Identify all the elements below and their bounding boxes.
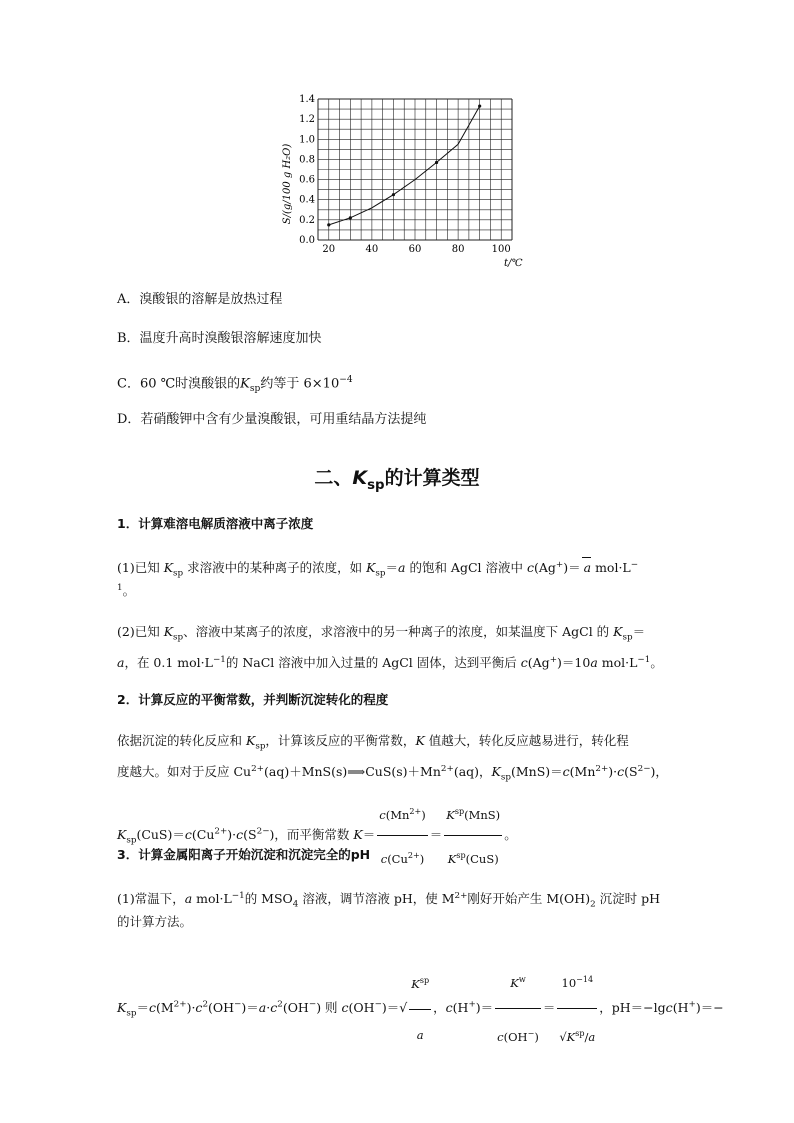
y-tick-label: 1.0	[299, 134, 315, 146]
option-c: C．60 ℃时溴酸银的$K_{sp}$约等于 $6\times 10^{-4}$	[117, 375, 353, 394]
y-tick-labels	[299, 94, 315, 246]
paragraph-3a: 依据沉淀的转化反应和 $K_{sp}$，计算该反应的平衡常数，K 值越大，转化反应越易进行，转化程	[117, 733, 629, 752]
subheading-2: 2．计算反应的平衡常数，并判断沉淀转化的程度	[117, 692, 389, 707]
y-tick-label: 0.6	[299, 174, 315, 186]
x-tick-label: 20	[322, 244, 336, 255]
solubility-chart	[278, 92, 523, 270]
option-b: B．温度升高时溴酸银溶解速度加快	[117, 331, 322, 346]
paragraph-3b: 度越大。如对于反应 $Cu^{2+}(aq)+MnS(s)⟹CuS(s)+Mn^{2+}(aq)$，$K_{sp}(MnS)=c(Mn^{2+})\cdot c(S^{2-})$，	[117, 764, 668, 783]
x-tick-label: 60	[408, 244, 422, 255]
data-point	[392, 193, 395, 196]
y-tick-label: 0.4	[299, 194, 315, 206]
option-a: A．溴酸银的溶解是放热过程	[117, 292, 283, 307]
data-point	[349, 216, 352, 219]
y-tick-label: 1.4	[299, 94, 315, 105]
x-axis-label: t/℃	[504, 258, 523, 269]
x-tick-label: 100	[491, 244, 511, 255]
y-tick-label: 0.0	[299, 235, 315, 246]
subheading-1: 1．计算难溶电解质溶液中离子浓度	[117, 516, 314, 531]
paragraph-1a: (1)已知 $K_{sp}$ 求溶液中的某种离子的浓度，如 $K_{sp}=a$ 的饱和 AgCl 溶液中 c(Ag+)＝ a mol·L−	[117, 555, 638, 584]
paragraph-4a: (1)常温下，a $mol\cdot L^{-1}$的 $MSO_4$ 溶液，调节溶液 pH，使 $M^{2+}$刚好开始产生 $M(OH)_2$ 沉淀时 pH	[117, 891, 661, 910]
y-tick-label: 0.8	[299, 154, 315, 166]
paragraph-4b: 的计算方法。	[117, 914, 193, 929]
paragraph-2a: (2)已知 $K_{sp}$、溶液中某离子的浓度，求溶液中的另一种离子的浓度，如某温度下 AgCl 的 $K_{sp}=$	[117, 624, 646, 643]
data-point	[435, 161, 438, 164]
paragraph-1b: $^1$。	[117, 583, 136, 599]
section-heading: 二、$K_{sp}$的计算类型	[314, 467, 480, 493]
data-point	[478, 104, 481, 107]
paragraph-4c: $K_{sp}=c(M^{2+})\cdot c^2(OH^-)=a\cdot c^2(OH^-)$ 则 c(OH−)＝√ $\frac{K^{sp}}{a}$ ，c(H+)＝ $\frac{K^w}{c(OH^-)}$ ＝ $\frac{10^{-14}}{√K^{sp}/a}$ ，pH＝−lgc(H+)＝−	[117, 955, 724, 1062]
paragraph-3c: $K_{sp}(CuS)=c(Cu^{2+})\cdot c(S^{2-})$，而平衡常数 K＝ $\frac{c(Mn^{2+})}{c(Cu^{2+})}$ ＝ $\frac{K^{sp}(MnS)}{K^{sp}(CuS)}$ 。	[117, 792, 517, 879]
data-point	[327, 223, 330, 226]
option-d: D．若硝酸钾中含有少量溴酸银，可用重结晶方法提纯	[117, 412, 427, 427]
y-tick-label: 1.2	[299, 114, 315, 126]
subheading-3: 3．计算金属阳离子开始沉淀和沉淀完全的pH	[117, 847, 371, 862]
y-tick-label: 0.2	[299, 214, 315, 226]
x-tick-labels	[322, 244, 510, 255]
y-axis-label: S/(g/100 g H₂O)	[282, 143, 293, 225]
paragraph-2b: a，在 0.1 $mol\cdot L^{-1}$的 NaCl 溶液中加入过量的 AgCl 固体，达到平衡后 c(Ag+)＝10a $mol\cdot L^{-1}$。	[117, 655, 663, 671]
x-tick-label: 80	[451, 244, 465, 255]
x-tick-label: 40	[365, 244, 379, 255]
